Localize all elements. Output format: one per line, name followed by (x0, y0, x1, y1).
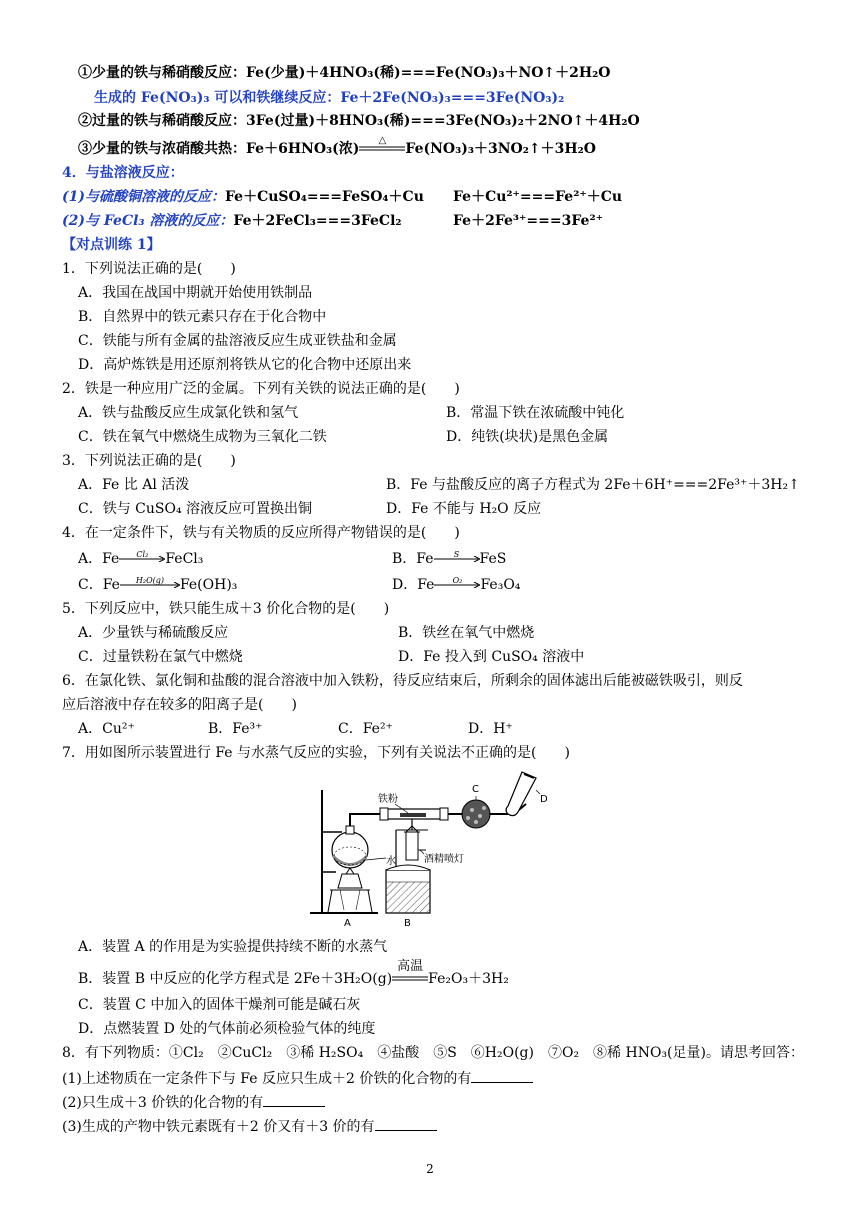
q4-c-reactant: C．Fe (78, 577, 120, 593)
q7-b-left: B．装置 B 中反应的化学方程式是 2Fe＋3H₂O(g) (78, 971, 393, 987)
q3-option-d: D．Fe 不能与 H₂O 反应 (386, 501, 542, 517)
reaction-3-condition (359, 135, 405, 158)
training-title: 【对点训练 1】 (62, 237, 161, 253)
reaction-3-right: Fe(NO₃)₃＋3NO₂↑＋3H₂O (405, 141, 596, 157)
reaction-3 (78, 135, 596, 158)
q8-part-2 (62, 1092, 325, 1112)
q1-stem: 1．下列说法正确的是( ) (62, 261, 236, 277)
reaction-1-note: 生成的 Fe(NO₃)₃ 可以和铁继续反应：Fe＋2Fe(NO₃)₃===3Fe(NO₃)₂ (94, 90, 565, 106)
section-4-item-2 (62, 212, 402, 230)
figure-label-b: B (404, 918, 411, 929)
reaction-1: ①少量的铁与稀硝酸反应：Fe(少量)＋4HNO₃(稀)===Fe(NO₃)₃＋NO↑＋2H₂O (78, 65, 611, 81)
q4-b-arrow (434, 550, 480, 568)
q4-option-c (78, 576, 237, 594)
q1-option-a: A．我国在战国中期就开始使用铁制品 (78, 285, 313, 301)
q8-part-1 (62, 1068, 533, 1088)
section-4-item-1 (62, 188, 424, 206)
high-temp-label: 高温 (397, 959, 424, 974)
q2-stem: 2．铁是一种应用广泛的金属。下列有关铁的说法正确的是( ) (62, 381, 460, 397)
q7-stem: 7．用如图所示装置进行 Fe 与水蒸气反应的实验，下列有关说法不正确的是( ) (62, 745, 570, 761)
q7-option-b (78, 959, 509, 988)
q4-option-a (78, 550, 203, 568)
q4-b-condition: S (453, 550, 460, 559)
q7-b-condition (392, 959, 428, 988)
fecl3-equation: Fe＋2FeCl₃===3FeCl₂ (233, 213, 402, 229)
q3-option-b: B．Fe 与盐酸反应的离子方程式为 2Fe＋6H⁺===2Fe³⁺＋3H₂↑ (386, 477, 800, 493)
q5-option-a: A．少量铁与稀硫酸反应 (78, 625, 229, 641)
q1-option-b: B．自然界中的铁元素只存在于化合物中 (78, 309, 327, 325)
q4-c-product: Fe(OH)₃ (179, 577, 238, 593)
q5-option-c: C．过量铁粉在氯气中燃烧 (78, 649, 243, 665)
reaction-3-left: ③少量的铁与浓硝酸共热：Fe＋6HNO₃(浓) (78, 141, 360, 157)
q1-option-c: C．铁能与所有金属的盐溶液反应生成亚铁盐和金属 (78, 333, 397, 349)
figure-label-a: A (344, 918, 351, 929)
q6-stem-line-2: 应后溶液中存在较多的阳离子是( ) (62, 697, 297, 713)
q4-d-product: Fe₃O₄ (480, 577, 521, 593)
fecl3-ion-equation: Fe＋2Fe³⁺===3Fe²⁺ (453, 213, 603, 229)
q4-option-b (392, 550, 506, 568)
q4-b-product: FeS (479, 551, 507, 567)
q2-option-c: C．铁在氧气中燃烧生成物为三氧化二铁 (78, 429, 327, 445)
figure-label-iron-powder: 铁粉 (378, 794, 398, 805)
q7-option-d: D．点燃装置 D 处的气体前必须检验气体的纯度 (78, 1021, 376, 1037)
q6-option-d: D．H⁺ (468, 721, 513, 737)
q7-option-c: C．装置 C 中加入的固体干燥剂可能是碱石灰 (78, 997, 361, 1013)
equals-sign (359, 146, 405, 152)
q4-d-reactant: D．Fe (392, 577, 435, 593)
q8-part-3-text: (3)生成的产物中铁元素既有＋2 价又有＋3 价的有 (62, 1119, 375, 1135)
arrow-icon (119, 556, 165, 562)
cuso4-ion-equation: Fe＋Cu²⁺===Fe²⁺＋Cu (453, 189, 623, 205)
q3-option-c: C．铁与 CuSO₄ 溶液反应可置换出铜 (78, 501, 313, 517)
q4-a-arrow (119, 550, 165, 568)
q4-a-condition: Cl₂ (136, 550, 149, 559)
q4-a-reactant: A．Fe (78, 551, 120, 567)
figure-label-lamp: 酒精喷灯 (424, 854, 464, 865)
q4-a-product: FeCl₃ (165, 551, 204, 567)
q4-d-condition: O₂ (452, 576, 463, 585)
figure-label-d: D (540, 794, 548, 805)
heat-symbol: △ (378, 135, 387, 146)
arrow-icon (434, 556, 480, 562)
answer-blank-1[interactable] (471, 1068, 533, 1083)
arrow-icon (120, 582, 180, 588)
q4-d-arrow (434, 576, 480, 594)
q2-option-b: B．常温下铁在浓硫酸中钝化 (446, 405, 625, 421)
q2-option-a: A．铁与盐酸反应生成氯化铁和氢气 (78, 405, 299, 421)
reaction-2: ②过量的铁与稀硝酸反应：3Fe(过量)＋8HNO₃(稀)===3Fe(NO₃)₂＋2NO↑＋4H₂O (78, 113, 640, 129)
arrow-icon (434, 582, 480, 588)
cuso4-equation: Fe＋CuSO₄===FeSO₄＋Cu (225, 189, 424, 205)
q2-option-d: D．纯铁(块状)是黑色金属 (446, 429, 609, 445)
section-4-title: 4．与盐溶液反应： (62, 165, 184, 181)
q7-b-right: Fe₂O₃＋3H₂ (428, 971, 509, 987)
q7-option-a: A．装置 A 的作用是为实验提供持续不断的水蒸气 (78, 939, 388, 955)
q8-part-3 (62, 1116, 437, 1136)
figure-label-c: C (472, 784, 479, 795)
q8-stem: 8．有下列物质：①Cl₂ ②CuCl₂ ③稀 H₂SO₄ ④盐酸 ⑤S ⑥H₂O(g) ⑦O₂ ⑧稀 HNO₃(足量)。请思考回答： (62, 1045, 804, 1061)
q4-b-reactant: B．Fe (392, 551, 434, 567)
q5-option-d: D．Fe 投入到 CuSO₄ 溶液中 (398, 649, 585, 665)
experiment-apparatus-figure (300, 770, 570, 930)
page-number: 2 (426, 1162, 434, 1176)
q6-option-a: A．Cu²⁺ (78, 721, 135, 737)
q4-option-d (392, 576, 520, 594)
figure-label-water: 水 (386, 856, 396, 867)
equals-sign (392, 976, 428, 982)
q6-option-b: B．Fe³⁺ (208, 721, 263, 737)
cuso4-label: (1)与硫酸铜溶液的反应： (62, 189, 225, 205)
q4-stem: 4．在一定条件下，铁与有关物质的反应所得产物错误的是( ) (62, 525, 460, 541)
q4-c-arrow (120, 576, 180, 594)
q3-option-a: A．Fe 比 Al 活泼 (78, 477, 190, 493)
q3-stem: 3．下列说法正确的是( ) (62, 453, 236, 469)
q5-option-b: B．铁丝在氧气中燃烧 (398, 625, 535, 641)
fecl3-label: (2)与 FeCl₃ 溶液的反应： (62, 213, 234, 229)
q8-part-1-text: (1)上述物质在一定条件下与 Fe 反应只生成＋2 价铁的化合物的有 (62, 1071, 472, 1087)
q4-c-condition: H₂O(g) (135, 576, 164, 585)
q8-part-2-text: (2)只生成＋3 价铁的化合物的有 (62, 1095, 264, 1111)
answer-blank-2[interactable] (263, 1092, 325, 1107)
q6-stem-line-1: 6．在氯化铁、氯化铜和盐酸的混合溶液中加入铁粉，待反应结束后，所剩余的固体滤出后能被磁铁吸引，则反 (62, 673, 743, 689)
q5-stem: 5．下列反应中，铁只能生成＋3 价化合物的是( ) (62, 601, 390, 617)
answer-blank-3[interactable] (375, 1116, 437, 1131)
q6-option-c: C．Fe²⁺ (338, 721, 393, 737)
q1-option-d: D．高炉炼铁是用还原剂将铁从它的化合物中还原出来 (78, 357, 412, 373)
